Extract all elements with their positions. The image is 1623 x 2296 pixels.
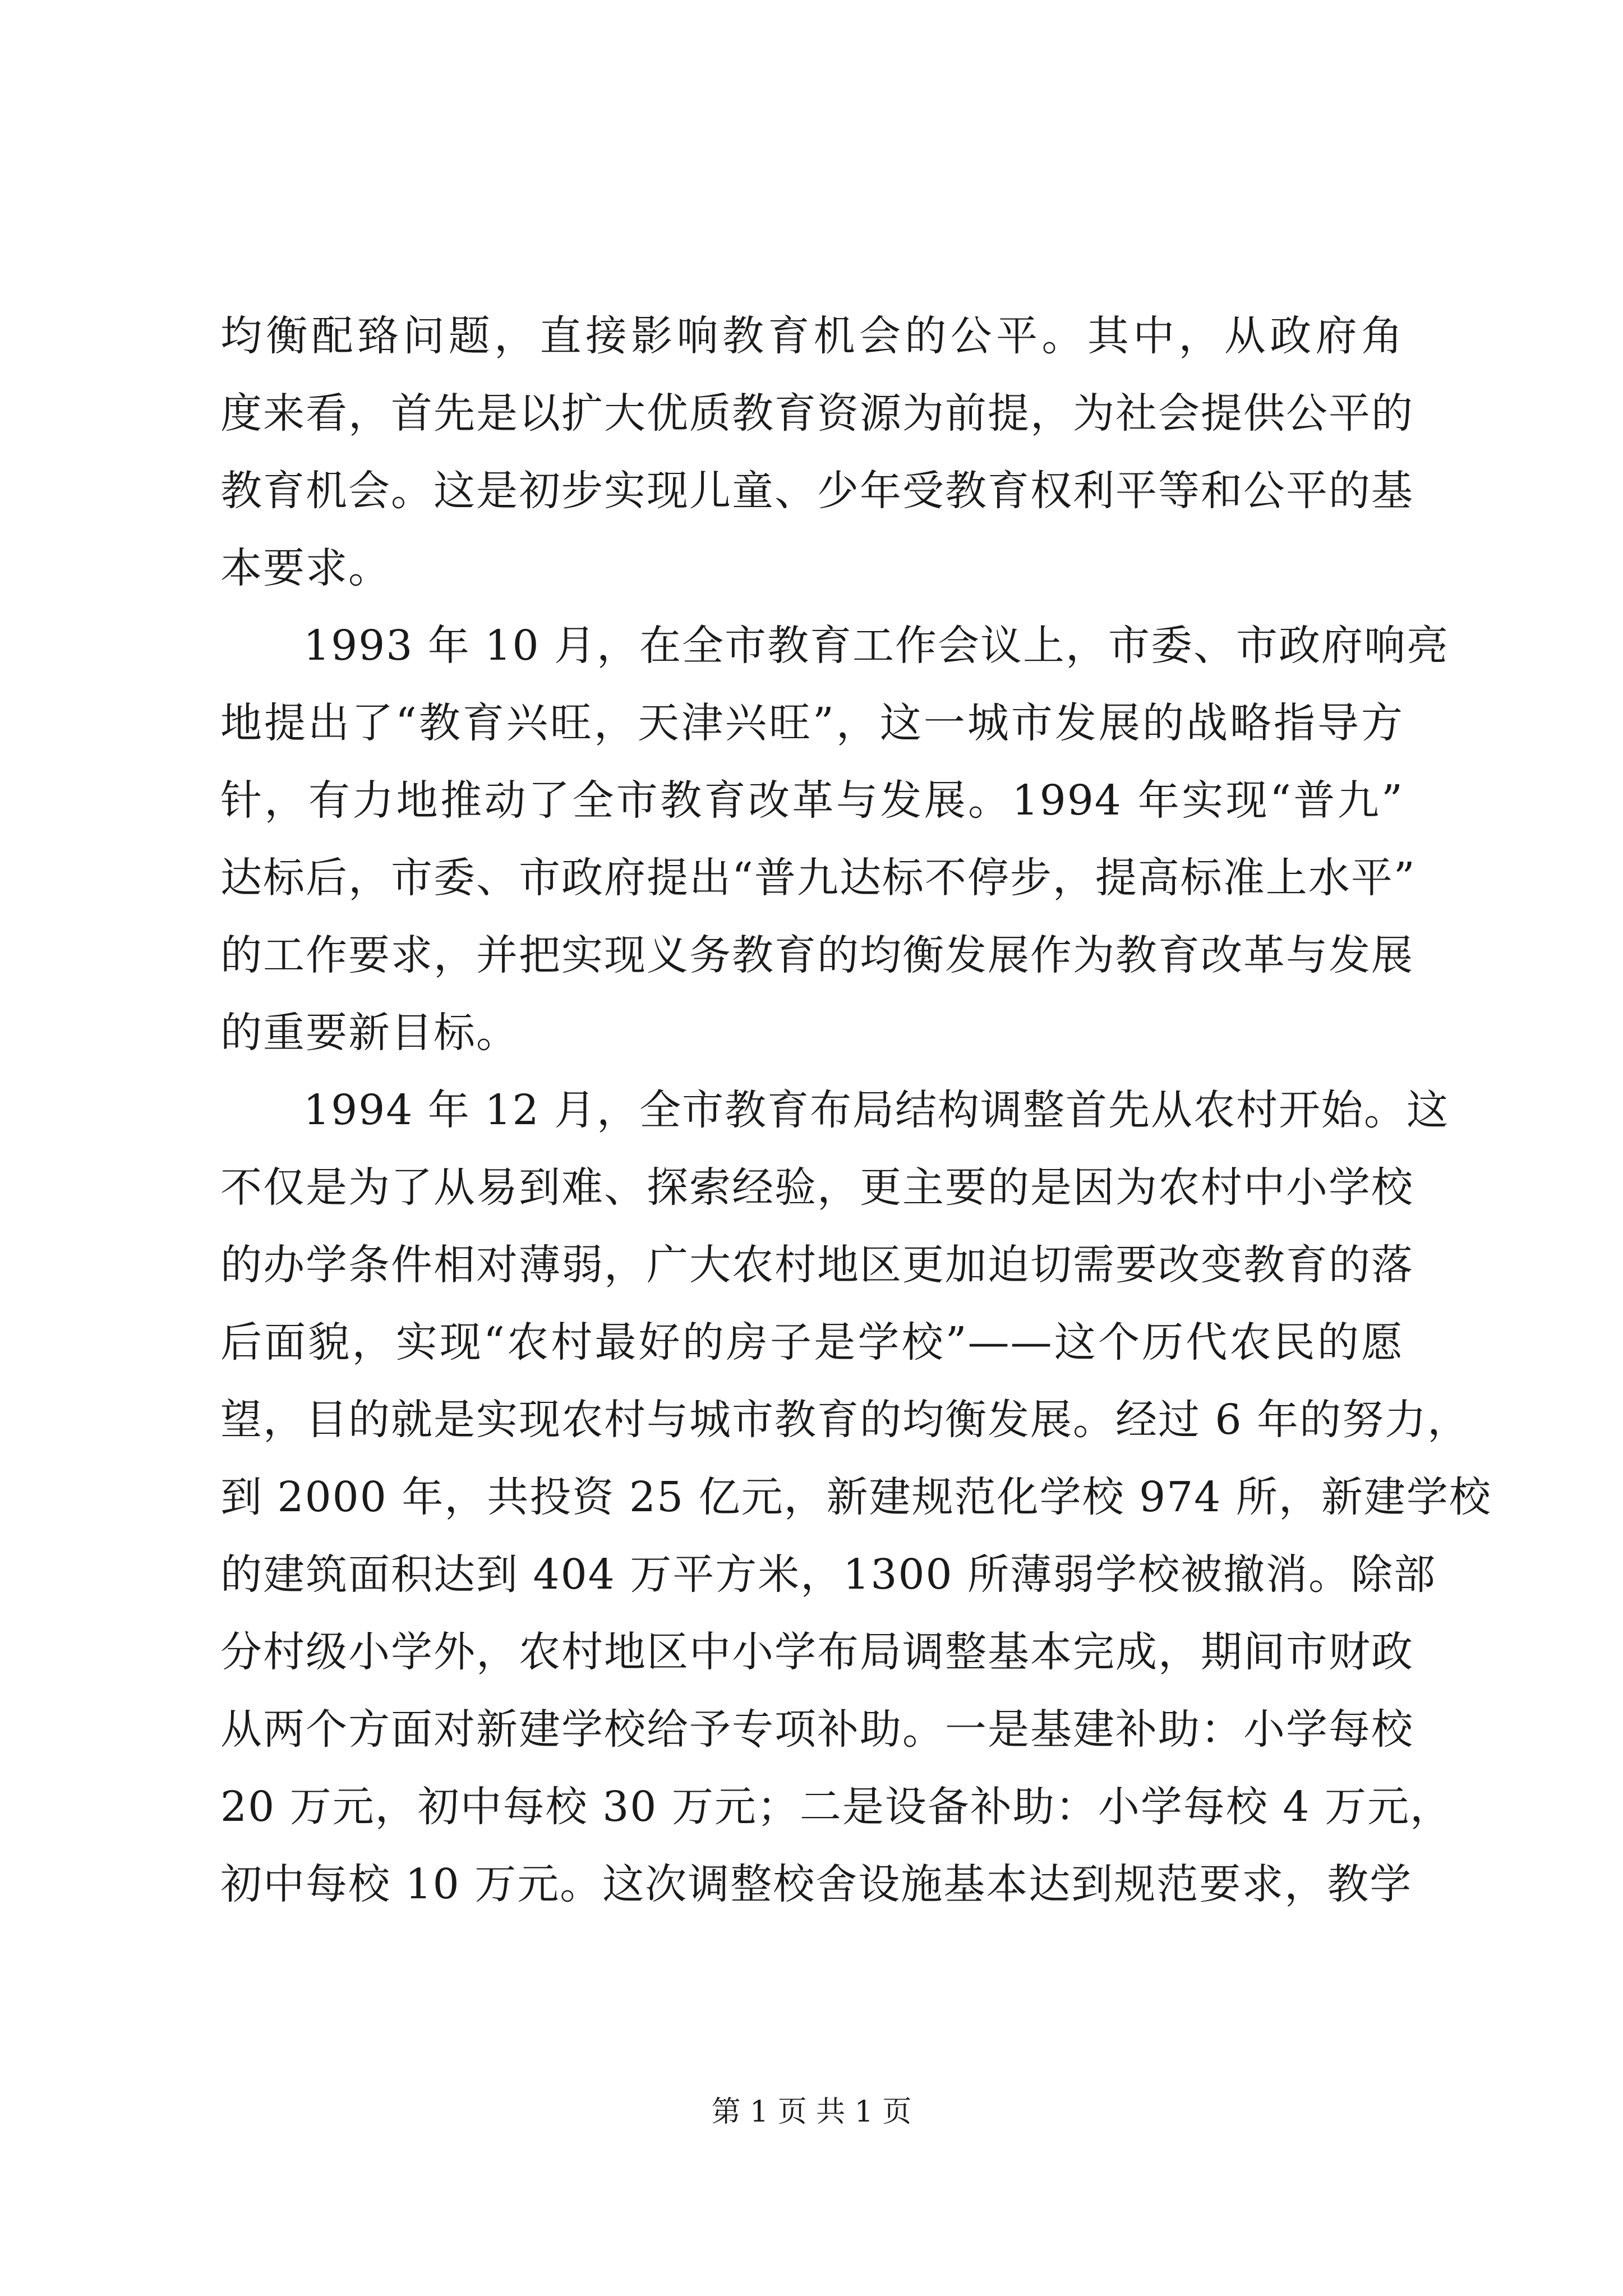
- text-line: 望，目的就是实现农村与城市教育的均衡发展。经过 6 年的努力，: [220, 1396, 1470, 1444]
- text-line: 地提出了“教育兴旺，天津兴旺”，这一城市发展的战略指导方: [220, 699, 1404, 747]
- text-line: 分村级小学外，农村地区中小学布局调整基本完成，期间市财政: [220, 1628, 1414, 1676]
- text-line: 20 万元，初中每校 30 万元；二是设备补助：小学每校 4 万元，: [220, 1783, 1453, 1831]
- text-line: 的办学条件相对薄弱，广大农村地区更加迫切需要改变教育的落: [220, 1241, 1414, 1289]
- text-line: 针，有力地推动了全市教育改革与发展。1994 年实现“普九”: [220, 776, 1404, 825]
- text-line: 到 2000 年，共投资 25 亿元，新建规范化学校 974 所，新建学校: [220, 1473, 1492, 1521]
- text-line: 从两个方面对新建学校给予专项补助。一是基建补助：小学每校: [220, 1705, 1414, 1754]
- text-line: 的建筑面积达到 404 万平方米，1300 所薄弱学校被撤消。除部: [220, 1550, 1437, 1599]
- text-line: 的重要新目标。: [220, 1009, 519, 1057]
- text-line: 的工作要求，并把实现义务教育的均衡发展作为教育改革与发展: [220, 931, 1414, 979]
- text-line: 1994 年 12 月，全市教育布局结构调整首先从农村开始。这: [303, 1086, 1450, 1134]
- text-line: 教育机会。这是初步实现儿童、少年受教育权利平等和公平的基: [220, 467, 1414, 515]
- text-line: 初中每校 10 万元。这次调整校舍设施基本达到规范要求，教学: [220, 1860, 1413, 1908]
- body-text: [220, 297, 1492, 1923]
- text-line: 1993 年 10 月，在全市教育工作会议上，市委、市政府响亮: [303, 622, 1450, 670]
- text-line: 本要求。: [220, 544, 391, 592]
- text-line: 均衡配臵问题，直接影响教育机会的公平。其中，从政府角: [220, 312, 1404, 360]
- text-line: 不仅是为了从易到难、探索经验，更主要的是因为农村中小学校: [220, 1163, 1414, 1212]
- text-line: 度来看，首先是以扩大优质教育资源为前提，为社会提供公平的: [220, 389, 1414, 438]
- text-line: 后面貌，实现“农村最好的房子是学校”——这个历代农民的愿: [220, 1318, 1404, 1366]
- page-number-footer: 第 1 页 共 1 页: [711, 2095, 912, 2129]
- text-line: 达标后，市委、市政府提出“普九达标不停步，提高标准上水平”: [220, 854, 1416, 902]
